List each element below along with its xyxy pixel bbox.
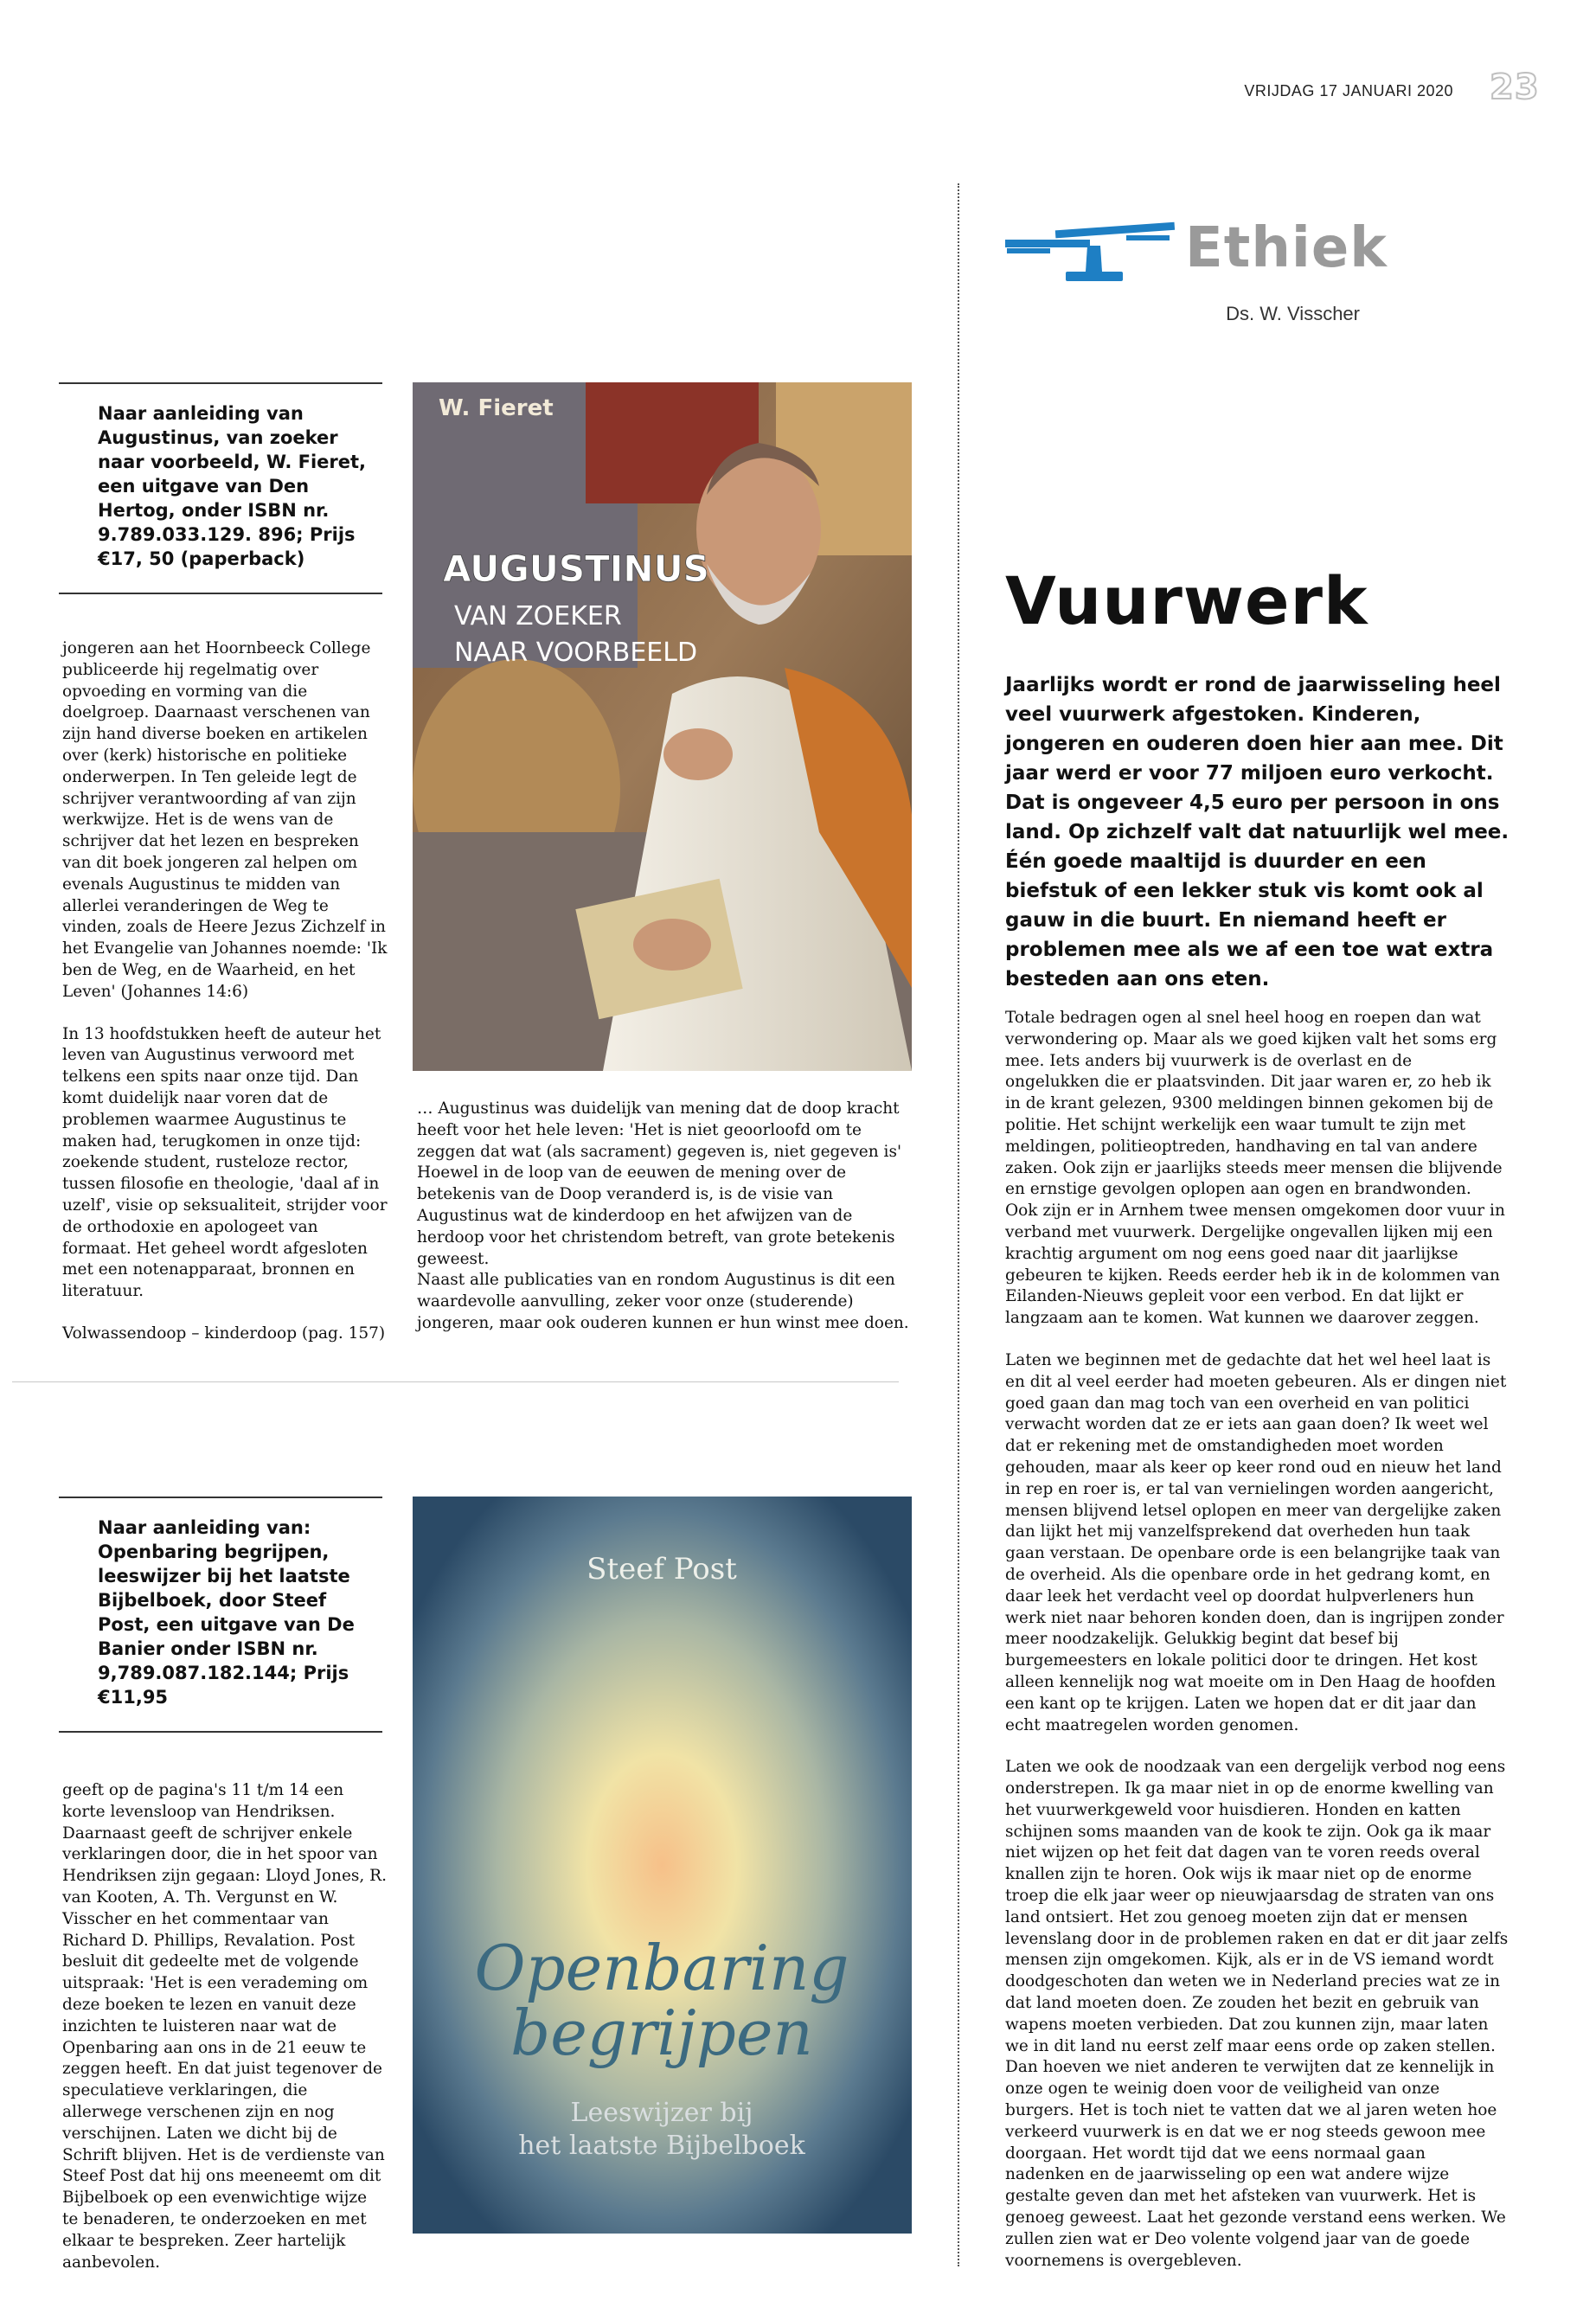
paragraph: Volwassendoop – kinderdoop (pag. 157): [62, 1324, 386, 1343]
info-line: 9,789.087.182.144; Prijs: [98, 1663, 349, 1683]
cover2-title-1: Openbaring: [474, 1932, 849, 2004]
article-body: [1005, 1008, 1509, 2272]
review2-info-box: [59, 1497, 382, 1733]
info-line: €17, 50 (paperback): [98, 548, 305, 569]
cover2-subtitle-1: Leeswijzer bij: [570, 2098, 753, 2128]
info-line: Bijbelboek, door Steef: [98, 1590, 327, 1611]
cover1-title: AUGUSTINUS: [443, 548, 709, 590]
info-line: Naar aanleiding van:: [98, 1517, 311, 1538]
info-line: Post, een uitgave van De: [98, 1614, 355, 1635]
review1-info-box: [59, 382, 382, 594]
column-divider: [958, 183, 959, 2266]
openbaring-book-cover: [413, 1497, 912, 2234]
info-line: Augustinus, van zoeker: [98, 427, 338, 448]
article-lead: Jaarlijks wordt er rond de jaarwisseling heel veel vuurwerk afgestoken. Kinderen, jongeren en ouderen doen hier aan mee. Dit jaar werd er voor 77 miljoen euro verkocht. Dat is ongeveer 4,5 euro per persoon in ons land. Op zichzelf valt dat natuurlijk wel mee. Één goede maaltijd is duurder en een biefstuk of een lekker stuk vis komt ook al gauw in die buurt. En niemand heeft er problemen mee als we af een toe wat extra besteden aan ons eten.: [1005, 674, 1509, 990]
paragraph: jongeren aan het Hoornbeeck College publiceerde hij regelmatig over opvoeding en vorming van die doelgroep. Daarnaast verschenen van zijn hand diverse boeken en artikelen over (kerk) historische en politieke onderwerpen. In Ten geleide legt de schrijver verantwoording af van zijn werkwijze. Het is de wens van de schrijver dat het lezen en bespreken van dit boek jongeren zal helpen om evenals Augustinus te midden van allerlei veranderingen de Weg te vinden, zoals de Heere Jezus Zichzelf in het Evangelie van Johannes noemde: 'Ik ben de Weg, en de Waarheid, en het Leven' (Johannes 14:6): [62, 639, 388, 1001]
paragraph: In 13 hoofdstukken heeft de auteur het leven van Augustinus verwoord met telkens een spits naar onze tijd. Dan komt duidelijk naar voren dat de problemen waarmee Augustinus te maken had, terugkomen in onze tijd: zoekende student, rusteloze rector, tussen filosofie en theologie, 'daal af in uzelf', visie op seksualiteit, strijder voor de orthodoxie en apologeet van formaat. Het geheel wordt afgesloten met een notenapparaat, bronnen en literatuur.: [62, 1024, 388, 1301]
cover2-title-2: begrijpen: [510, 1997, 813, 2069]
paragraph: Laten we beginnen met de gedachte dat het wel heel laat is en dit al veel eerder had moeten gebeuren. Als er dingen niet goed gaan dan mag toch van een overheid en van politici verwacht worden dat ze er iets aan gaan doen? Ik weet wel dat er rekening met de omstandigheden moet worden gehouden, maar als keer op keer rond oud en nieuw het land in rep en roer is, er tal van vernielingen worden aangericht, mensen blijvend letsel oplopen en meer van dergelijke zaken dan lijkt het mij vanzelfsprekend dat overheden hun taak gaan verstaan. De openbare orde is een belangrijke taak van de overheid. Als die openbare orde in het gedrang komt, en daar leek het verdacht veel op doordat hulpverleners hun werk niet naar behoren konden doen, dan is ingrijpen zonder meer noodzakelijk. Gelukkig begint dat besef bij burgemeesters en lokale politici door te dringen. Het kost alleen kennelijk nog wat moeite om in Den Haag de hoofden een kant op te krijgen. Laten we hopen dat er dit jaar dan echt maatregelen worden genomen.: [1005, 1350, 1507, 1734]
paragraph: geeft op de pagina's 11 t/m 14 een korte levensloop van Hendriksen. Daarnaast geeft de schrijver enkele verklaringen door, die in het spoor van Hendriksen zijn gegaan: Lloyd Jones, R. van Kooten, A. Th. Vergunst en W. Visscher en het commentaar van Richard D. Phillips, Revalation. Post besluit dit gedeelte met de volgende uitspraak: 'Het is een verademing om deze boeken te lezen en vanuit deze inzichten te luisteren naar wat de Openbaring aan ons in de 21 eeuw te zeggen heeft. En dat juist tegenover de speculatieve verklaringen, die allerwege verschenen zijn en nog verschijnen. Laten we dicht bij de Schrift blijven. Het is de verdienste van Steef Post dat hij ons meeneemt om dit Bijbelboek op een evenwichtige wijze te benaderen, te onderzoeken en met elkaar te bespreken. Zeer hartelijk aanbevolen.: [62, 1781, 387, 2272]
review2-body: [62, 1780, 388, 2273]
info-line: Banier onder ISBN nr.: [98, 1638, 318, 1659]
info-line: 9.789.033.129. 896; Prijs: [98, 524, 356, 545]
rubric-title: Ethiek: [1185, 216, 1388, 280]
review1-body-right: … Augustinus was duidelijk van mening dat de doop kracht heeft voor het hele leven: 'Het is niet geoorloofd om te zeggen dat wat (als sacrament) gegeven is, niet gegeven is' Hoewel in de loop van de eeuwen de mening over de betekenis van de Doop veranderd is, is de visie van Augustinus wat de kinderdoop en het afwijzen van de herdoop voor het christendom betreft, van grote betekenis geweest. Naast alle publicaties van en rondom Augustinus is dit een waardevolle aanvulling, zeker voor onze (studerende) jongeren, maar ook ouderen kunnen er hun winst mee doen.: [417, 1099, 909, 1332]
cover1-subtitle-2: NAAR VOORBEELD: [454, 638, 698, 668]
cover1-subtitle-1: VAN ZOEKER: [454, 601, 622, 631]
page-number: 23: [1490, 67, 1540, 107]
info-line: Hertog, onder ISBN nr.: [98, 500, 330, 521]
cover2-author: Steef Post: [586, 1552, 737, 1586]
section-divider: [12, 1381, 899, 1382]
info-line: leeswijzer bij het laatste: [98, 1566, 350, 1586]
augustinus-book-cover: [413, 382, 912, 1071]
rubric-author: Ds. W. Visscher: [1226, 303, 1360, 324]
info-line: Openbaring begrijpen,: [98, 1541, 330, 1562]
balance-scale-icon: [1005, 218, 1178, 291]
cover1-author: W. Fieret: [439, 395, 554, 421]
cover2-subtitle-2: het laatste Bijbelboek: [518, 2131, 805, 2161]
info-line: een uitgave van Den: [98, 476, 310, 497]
paragraph: Laten we ook de noodzaak van een dergelijk verbod nog eens onderstrepen. Ik ga maar niet in op de enorme kwelling van het vuurwerkgeweld voor huisdieren. Honden en katten schijnen soms maanden van de kook te zijn. Ook ga ik maar niet wijzen op het feit dat dagen van te voren reeds overal knallen zijn te horen. Ook wijs ik maar niet op de enorme troep die elk jaar weer op nieuwjaarsdag de straten van ons land ontsiert. Het zou genoeg moeten zijn dat er mensen levenslang door in de problemen raken en dat er dit jaar zelfs mensen zijn omgekomen. Kijk, als er in de VS iemand wordt doodgeschoten dan weten we in Nederland precies wat ze in dat land moeten doen. Ze zouden het bezit en gebruik van wapens moeten verbieden. Dat zou kunnen zijn, maar laten we in dit land nu eerst zelf maar eens orde op zaken stellen. Dan hoeven we niet anderen te verwijten dat ze kennelijk in onze ogen te weinig doen voor de veiligheid van onze burgers. Het is toch niet te vatten dat we al jaren weten hoe verkeerd vuurwerk is en dat we er nog steeds gewoon mee doorgaan. Het wordt tijd dat we eens normaal gaan nadenken en de jaarwisseling op een wat andere wijze gestalte geven dan met het afsteken van vuurwerk. Het is genoeg geweest. Laat het gezonde verstand eens werken. We zullen zien wat er Deo volente volgend jaar van de goede voornemens is overgebleven.: [1005, 1758, 1509, 2270]
info-line: naar voorbeeld, W. Fieret,: [98, 452, 367, 472]
article-title: Vuurwerk: [1005, 562, 1368, 639]
info-line: €11,95: [98, 1687, 169, 1708]
info-line: Naar aanleiding van: [98, 403, 304, 424]
paragraph: Totale bedragen ogen al snel heel hoog en roepen dan wat verwondering op. Maar als we goed kijken valt het soms erg mee. Iets anders bij vuurwerk is de overlast en de ongelukken die er plaatsvinden. Dit jaar waren er, zo heb ik in de krant gelezen, 9300 meldingen binnen gekomen bij de politie. Het schijnt werkelijk een waar tumult te zijn met meldingen, politieoptreden, handhaving en tal van andere zaken. Ook zijn er jaarlijks steeds meer mensen die blijvende en ernstige gevolgen oplopen aan ogen en brandwonden. Ook zijn er in Arnhem twee mensen omgekomen door vuur in verband met vuurwerk. Dergelijke ongevallen lijken mij een krachtig argument om nog eens goed naar dit jaarlijkse gebeuren te kijken. Reeds eerder heb ik in de kolommen van Eilanden-Nieuws gepleit voor een verbod. En dat lijkt er langzaam aan te komen. Wat kunnen we daarover zeggen.: [1005, 1009, 1505, 1328]
review1-body: [62, 638, 388, 1345]
issue-date: VRIJDAG 17 JANUARI 2020: [1244, 82, 1453, 99]
